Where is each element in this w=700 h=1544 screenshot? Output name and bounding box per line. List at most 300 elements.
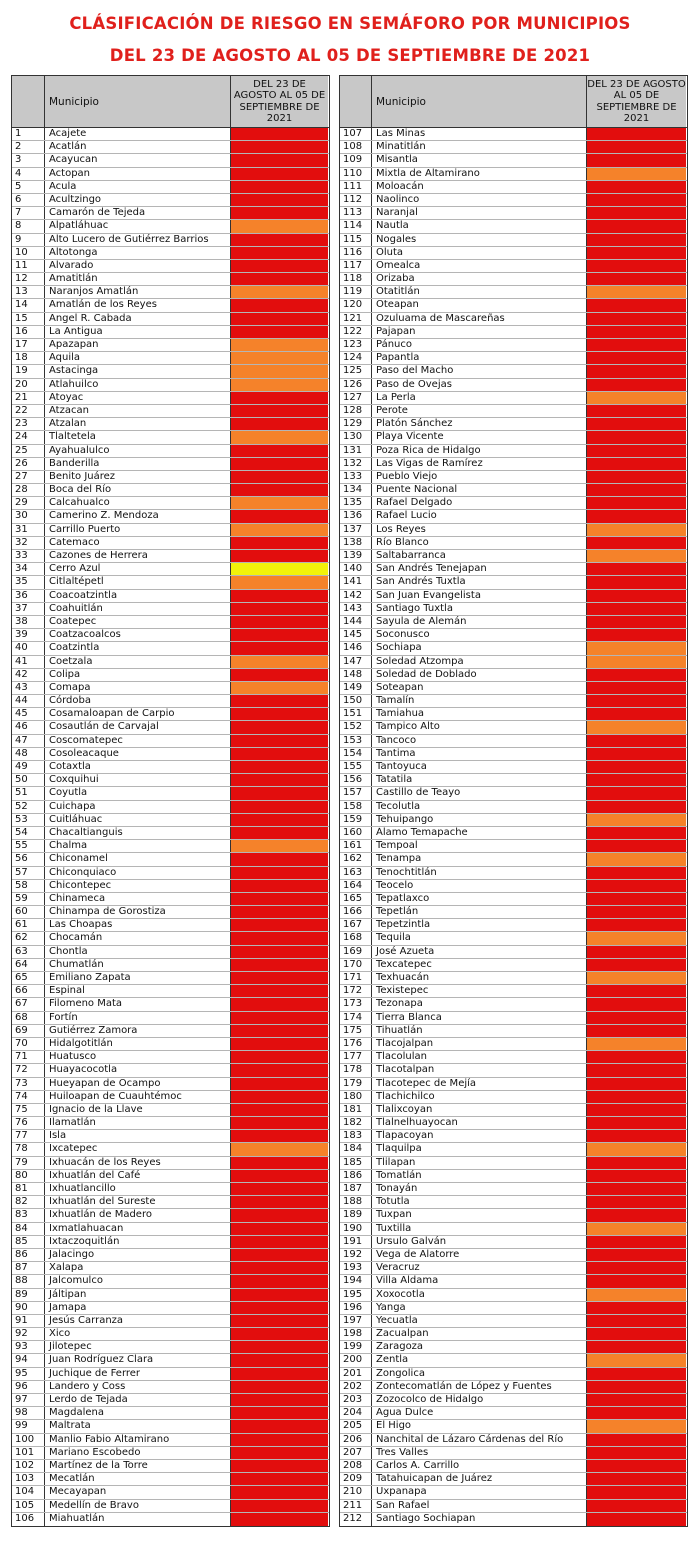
semaforo-cell: [231, 1341, 328, 1353]
semaforo-cell: [231, 550, 328, 562]
municipio-name: Acajete: [45, 128, 231, 140]
municipio-name: Misantla: [372, 154, 587, 166]
row-number: 91: [12, 1315, 45, 1327]
municipio-name: Coatzacoalcos: [45, 629, 231, 641]
row-number: 100: [12, 1434, 45, 1446]
row-number: 180: [340, 1091, 372, 1103]
table-row: [12, 642, 329, 655]
semaforo-cell: [587, 405, 686, 417]
municipio-name: Ilamatlán: [45, 1117, 231, 1129]
table-row: [12, 1091, 329, 1104]
municipio-name: Mecayapan: [45, 1486, 231, 1498]
row-number: 200: [340, 1354, 372, 1366]
municipio-name: Teocelo: [372, 880, 587, 892]
municipio-name: Villa Aldama: [372, 1275, 587, 1287]
semaforo-cell: [587, 299, 686, 311]
row-number: 173: [340, 998, 372, 1010]
row-number: 165: [340, 893, 372, 905]
semaforo-cell: [231, 787, 328, 799]
municipio-name: Xalapa: [45, 1262, 231, 1274]
row-number: 60: [12, 906, 45, 918]
semaforo-cell: [587, 787, 686, 799]
table-left: [11, 75, 330, 1527]
semaforo-cell: [231, 603, 328, 615]
municipio-name: Ignacio de la Llave: [45, 1104, 231, 1116]
semaforo-cell: [587, 853, 686, 865]
table-row: [340, 273, 687, 286]
municipio-name: Tenampa: [372, 853, 587, 865]
table-row: [12, 141, 329, 154]
municipio-name: Platón Sánchez: [372, 418, 587, 430]
row-number: 4: [12, 168, 45, 180]
table-row: [340, 787, 687, 800]
table-row: [12, 814, 329, 827]
semaforo-cell: [231, 721, 328, 733]
semaforo-cell: [587, 194, 686, 206]
semaforo-cell: [231, 1328, 328, 1340]
municipio-name: Cosamaloapan de Carpio: [45, 708, 231, 720]
semaforo-cell: [231, 695, 328, 707]
table-row: [340, 339, 687, 352]
row-number: 6: [12, 194, 45, 206]
semaforo-cell: [587, 708, 686, 720]
row-number: 114: [340, 220, 372, 232]
table-row: [12, 682, 329, 695]
semaforo-cell: [231, 1223, 328, 1235]
semaforo-cell: [231, 1407, 328, 1419]
row-number: 36: [12, 590, 45, 602]
table-row: [12, 906, 329, 919]
semaforo-cell: [231, 1170, 328, 1182]
table-row: [340, 220, 687, 233]
semaforo-cell: [231, 1078, 328, 1090]
row-number: 212: [340, 1513, 372, 1526]
row-number: 135: [340, 497, 372, 509]
municipio-name: Tlacolulan: [372, 1051, 587, 1063]
table-row: [340, 168, 687, 181]
semaforo-cell: [587, 1170, 686, 1182]
row-number: 80: [12, 1170, 45, 1182]
table-row: [12, 365, 329, 378]
table-row: [340, 972, 687, 985]
table-row: [340, 1407, 687, 1420]
table-header: [340, 76, 687, 128]
row-number: 92: [12, 1328, 45, 1340]
municipio-name: Medellín de Bravo: [45, 1500, 231, 1512]
municipio-name: Mixtla de Altamirano: [372, 168, 587, 180]
table-row: [12, 379, 329, 392]
header-municipio: Municipio: [372, 76, 587, 127]
table-row: [340, 1157, 687, 1170]
table-row: [340, 867, 687, 880]
table-row: [12, 1302, 329, 1315]
table-row: [12, 616, 329, 629]
table-row: [12, 1328, 329, 1341]
municipio-name: Xico: [45, 1328, 231, 1340]
municipio-name: Manlio Fabio Altamirano: [45, 1434, 231, 1446]
semaforo-cell: [587, 1447, 686, 1459]
table-row: [12, 1513, 329, 1526]
municipio-name: Tomatlán: [372, 1170, 587, 1182]
table-row: [12, 1064, 329, 1077]
municipio-name: Zaragoza: [372, 1341, 587, 1353]
row-number: 11: [12, 260, 45, 272]
row-number: 121: [340, 313, 372, 325]
table-row: [12, 1143, 329, 1156]
municipio-name: La Perla: [372, 392, 587, 404]
row-number: 35: [12, 576, 45, 588]
table-row: [340, 1117, 687, 1130]
semaforo-cell: [587, 365, 686, 377]
municipio-name: Coscomatepec: [45, 735, 231, 747]
row-number: 43: [12, 682, 45, 694]
semaforo-cell: [587, 1051, 686, 1063]
row-number: 206: [340, 1434, 372, 1446]
row-number: 32: [12, 537, 45, 549]
row-number: 63: [12, 946, 45, 958]
table-row: [340, 247, 687, 260]
table-row: [340, 946, 687, 959]
row-number: 153: [340, 735, 372, 747]
row-number: 123: [340, 339, 372, 351]
semaforo-cell: [231, 774, 328, 786]
table-row: [12, 1289, 329, 1302]
municipio-name: Isla: [45, 1130, 231, 1142]
municipio-name: Tempoal: [372, 840, 587, 852]
table-row: [12, 801, 329, 814]
semaforo-cell: [231, 352, 328, 364]
row-number: 83: [12, 1209, 45, 1221]
row-number: 65: [12, 972, 45, 984]
table-row: [12, 313, 329, 326]
table-row: [340, 1394, 687, 1407]
table-row: [12, 932, 329, 945]
municipio-name: Santiago Tuxtla: [372, 603, 587, 615]
table-row: [340, 352, 687, 365]
table-row: [12, 458, 329, 471]
semaforo-cell: [587, 1209, 686, 1221]
semaforo-cell: [231, 1038, 328, 1050]
table-row: [340, 1513, 687, 1526]
row-number: 90: [12, 1302, 45, 1314]
municipio-name: Yecuatla: [372, 1315, 587, 1327]
semaforo-cell: [587, 471, 686, 483]
row-number: 13: [12, 286, 45, 298]
table-row: [340, 590, 687, 603]
municipio-name: Miahuatlán: [45, 1513, 231, 1526]
municipio-name: Alpatláhuac: [45, 220, 231, 232]
semaforo-cell: [587, 260, 686, 272]
municipio-name: Jáltipan: [45, 1289, 231, 1301]
row-number: 148: [340, 669, 372, 681]
municipio-name: Amatlán de los Reyes: [45, 299, 231, 311]
table-row: [12, 128, 329, 141]
table-row: [340, 761, 687, 774]
row-number: 34: [12, 563, 45, 575]
row-number: 175: [340, 1025, 372, 1037]
semaforo-cell: [587, 458, 686, 470]
municipio-name: Cazones de Herrera: [45, 550, 231, 562]
table-row: [12, 1368, 329, 1381]
row-number: 3: [12, 154, 45, 166]
table-row: [12, 484, 329, 497]
header-periodo: DEL 23 DE AGOSTO AL 05 DE SEPTIEMBRE DE 2021: [587, 76, 686, 127]
row-number: 47: [12, 735, 45, 747]
table-row: [12, 1249, 329, 1262]
municipio-name: Ayahualulco: [45, 445, 231, 457]
row-number: 158: [340, 801, 372, 813]
row-number: 61: [12, 919, 45, 931]
row-number: 50: [12, 774, 45, 786]
table-row: [12, 260, 329, 273]
table-row: [340, 1223, 687, 1236]
semaforo-cell: [587, 1012, 686, 1024]
municipio-name: Ixcatepec: [45, 1143, 231, 1155]
municipio-name: Ixmatlahuacan: [45, 1223, 231, 1235]
table-row: [12, 735, 329, 748]
row-number: 102: [12, 1460, 45, 1472]
municipio-name: Totutla: [372, 1196, 587, 1208]
municipio-name: Ixhuatlán de Madero: [45, 1209, 231, 1221]
row-number: 81: [12, 1183, 45, 1195]
table-row: [340, 998, 687, 1011]
row-number: 147: [340, 656, 372, 668]
table-row: [340, 682, 687, 695]
row-number: 31: [12, 524, 45, 536]
table-row: [340, 181, 687, 194]
table-row: [12, 247, 329, 260]
title-line-1: CLÁSIFICACIÓN DE RIESGO EN SEMÁFORO POR MUNICIPIOS: [69, 14, 631, 33]
semaforo-cell: [587, 603, 686, 615]
row-number: 77: [12, 1130, 45, 1142]
table-row: [12, 867, 329, 880]
table-row: [340, 1025, 687, 1038]
row-number: 27: [12, 471, 45, 483]
table-row: [12, 590, 329, 603]
table-row: [12, 1051, 329, 1064]
table-row: [340, 537, 687, 550]
semaforo-cell: [587, 1249, 686, 1261]
municipio-name: Rafael Delgado: [372, 497, 587, 509]
municipio-name: Ozuluama de Mascareñas: [372, 313, 587, 325]
row-number: 171: [340, 972, 372, 984]
semaforo-cell: [231, 365, 328, 377]
semaforo-cell: [231, 761, 328, 773]
table-row: [12, 893, 329, 906]
table-row: [340, 616, 687, 629]
row-number: 33: [12, 550, 45, 562]
row-number: 151: [340, 708, 372, 720]
row-number: 73: [12, 1078, 45, 1090]
row-number: 142: [340, 590, 372, 602]
municipio-name: Xoxocotla: [372, 1289, 587, 1301]
table-row: [12, 1407, 329, 1420]
row-number: 182: [340, 1117, 372, 1129]
semaforo-cell: [587, 418, 686, 430]
semaforo-cell: [231, 168, 328, 180]
semaforo-cell: [231, 537, 328, 549]
row-number: 59: [12, 893, 45, 905]
semaforo-cell: [231, 735, 328, 747]
table-row: [340, 445, 687, 458]
semaforo-cell: [587, 932, 686, 944]
municipio-name: Chacaltianguis: [45, 827, 231, 839]
row-number: 161: [340, 840, 372, 852]
municipio-name: Acultzingo: [45, 194, 231, 206]
semaforo-cell: [231, 576, 328, 588]
municipio-name: Uxpanapa: [372, 1486, 587, 1498]
municipio-name: Atoyac: [45, 392, 231, 404]
table-row: [340, 1289, 687, 1302]
municipio-name: Citlaltépetl: [45, 576, 231, 588]
row-number: 70: [12, 1038, 45, 1050]
table-row: [12, 339, 329, 352]
municipio-name: La Antigua: [45, 326, 231, 338]
table-row: [12, 550, 329, 563]
semaforo-cell: [587, 484, 686, 496]
municipio-name: Apazapan: [45, 339, 231, 351]
semaforo-cell: [587, 313, 686, 325]
semaforo-cell: [587, 379, 686, 391]
row-number: 141: [340, 576, 372, 588]
semaforo-cell: [231, 194, 328, 206]
municipio-name: Tepetzintla: [372, 919, 587, 931]
row-number: 51: [12, 787, 45, 799]
municipio-name: Magdalena: [45, 1407, 231, 1419]
municipio-name: Tancoco: [372, 735, 587, 747]
table-row: [340, 669, 687, 682]
municipio-name: Saltabarranca: [372, 550, 587, 562]
municipio-name: Chinameca: [45, 893, 231, 905]
semaforo-cell: [231, 260, 328, 272]
row-number: 10: [12, 247, 45, 259]
municipio-name: Cerro Azul: [45, 563, 231, 575]
municipio-name: Tlacotepec de Mejía: [372, 1078, 587, 1090]
table-row: [340, 1051, 687, 1064]
row-number: 196: [340, 1302, 372, 1314]
semaforo-cell: [231, 1500, 328, 1512]
table-row: [340, 840, 687, 853]
semaforo-cell: [587, 141, 686, 153]
table-row: [340, 1460, 687, 1473]
table-row: [12, 1130, 329, 1143]
semaforo-cell: [587, 1368, 686, 1380]
semaforo-cell: [587, 576, 686, 588]
municipio-name: Tlaltetela: [45, 431, 231, 443]
municipio-name: Espinal: [45, 985, 231, 997]
semaforo-cell: [231, 1394, 328, 1406]
row-number: 166: [340, 906, 372, 918]
municipio-name: Juan Rodríguez Clara: [45, 1354, 231, 1366]
row-number: 93: [12, 1341, 45, 1353]
row-number: 194: [340, 1275, 372, 1287]
semaforo-cell: [231, 1249, 328, 1261]
municipio-name: Tatahuicapan de Juárez: [372, 1473, 587, 1485]
row-number: 179: [340, 1078, 372, 1090]
semaforo-cell: [231, 1434, 328, 1446]
municipio-name: Coatepec: [45, 616, 231, 628]
row-number: 124: [340, 352, 372, 364]
table-row: [340, 260, 687, 273]
row-number: 202: [340, 1381, 372, 1393]
table-row: [12, 563, 329, 576]
table-row: [12, 656, 329, 669]
semaforo-cell: [231, 1473, 328, 1485]
semaforo-cell: [587, 1117, 686, 1129]
table-row: [340, 959, 687, 972]
municipio-name: Aquila: [45, 352, 231, 364]
table-row: [12, 220, 329, 233]
semaforo-cell: [587, 1104, 686, 1116]
table-row: [12, 299, 329, 312]
semaforo-cell: [587, 563, 686, 575]
row-number: 207: [340, 1447, 372, 1459]
table-row: [340, 1196, 687, 1209]
row-number: 53: [12, 814, 45, 826]
row-number: 154: [340, 748, 372, 760]
row-number: 42: [12, 669, 45, 681]
row-number: 5: [12, 181, 45, 193]
table-row: [340, 550, 687, 563]
semaforo-cell: [587, 1038, 686, 1050]
municipio-name: Zontecomatlán de López y Fuentes: [372, 1381, 587, 1393]
municipio-name: José Azueta: [372, 946, 587, 958]
table-row: [12, 695, 329, 708]
semaforo-cell: [231, 1460, 328, 1472]
row-number: 145: [340, 629, 372, 641]
table-row: [12, 1394, 329, 1407]
row-number: 131: [340, 445, 372, 457]
semaforo-cell: [587, 1236, 686, 1248]
semaforo-cell: [231, 1486, 328, 1498]
row-number: 22: [12, 405, 45, 417]
semaforo-cell: [231, 1051, 328, 1063]
row-number: 156: [340, 774, 372, 786]
semaforo-cell: [587, 1407, 686, 1419]
semaforo-cell: [587, 352, 686, 364]
municipio-name: Chinampa de Gorostiza: [45, 906, 231, 918]
table-row: [12, 326, 329, 339]
semaforo-cell: [231, 1420, 328, 1432]
table-row: [12, 603, 329, 616]
municipio-name: Juchique de Ferrer: [45, 1368, 231, 1380]
row-number: 146: [340, 642, 372, 654]
semaforo-cell: [231, 840, 328, 852]
row-number: 109: [340, 154, 372, 166]
table-row: [340, 1275, 687, 1288]
municipio-name: Tezonapa: [372, 998, 587, 1010]
municipio-name: Yanga: [372, 1302, 587, 1314]
title-line-2: DEL 23 DE AGOSTO AL 05 DE SEPTIEMBRE DE 2021: [109, 46, 591, 65]
municipio-name: Otatitlán: [372, 286, 587, 298]
municipio-name: Coetzala: [45, 656, 231, 668]
row-number: 172: [340, 985, 372, 997]
municipio-name: Tampico Alto: [372, 721, 587, 733]
table-row: [340, 1012, 687, 1025]
row-number: 113: [340, 207, 372, 219]
semaforo-cell: [587, 642, 686, 654]
table-row: [12, 392, 329, 405]
row-number: 79: [12, 1157, 45, 1169]
semaforo-cell: [231, 946, 328, 958]
semaforo-cell: [587, 247, 686, 259]
semaforo-cell: [587, 1302, 686, 1314]
municipio-name: Zongolica: [372, 1368, 587, 1380]
municipio-name: Tlacojalpan: [372, 1038, 587, 1050]
semaforo-cell: [231, 445, 328, 457]
semaforo-cell: [587, 814, 686, 826]
row-number: 29: [12, 497, 45, 509]
